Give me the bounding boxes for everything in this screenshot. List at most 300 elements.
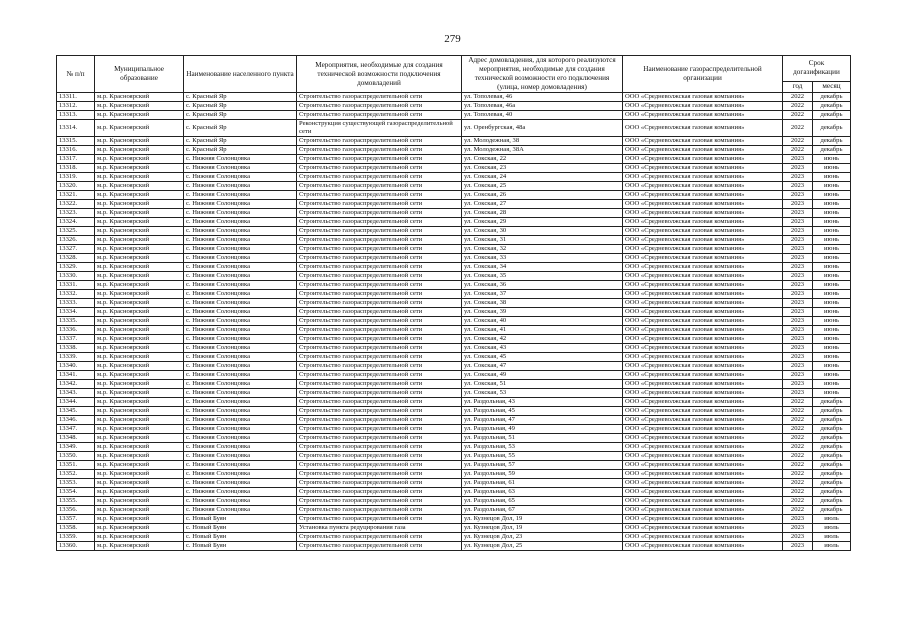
cell-organization: ООО «Средневолжская газовая компания»	[623, 479, 783, 488]
cell-year: 2023	[783, 254, 813, 263]
cell-address: ул. Сокская, 29	[462, 218, 623, 227]
cell-num: 13350.	[57, 452, 95, 461]
table-row	[57, 290, 851, 299]
table-row	[57, 407, 851, 416]
cell-month: июнь	[813, 218, 851, 227]
table-row	[57, 515, 851, 524]
cell-year: 2023	[783, 209, 813, 218]
header-num: № п/п	[57, 56, 95, 93]
page-number: 279	[444, 33, 461, 45]
cell-municipality: м.р. Красноярский	[95, 272, 184, 281]
cell-year: 2022	[783, 146, 813, 155]
cell-municipality: м.р. Красноярский	[95, 236, 184, 245]
cell-municipality: м.р. Красноярский	[95, 182, 184, 191]
cell-activity: Строительство газораспределительной сети	[297, 443, 462, 452]
cell-num: 13326.	[57, 236, 95, 245]
cell-organization: ООО «Средневолжская газовая компания»	[623, 137, 783, 146]
cell-organization: ООО «Средневолжская газовая компания»	[623, 111, 783, 120]
cell-organization: ООО «Средневолжская газовая компания»	[623, 380, 783, 389]
cell-address: ул. Сокская, 49	[462, 371, 623, 380]
cell-activity: Строительство газораспределительной сети	[297, 236, 462, 245]
cell-locality: с. Новый Буян	[184, 515, 297, 524]
cell-address: ул. Раздольная, 67	[462, 506, 623, 515]
table-header	[57, 56, 851, 93]
gasification-table	[56, 55, 851, 551]
cell-organization: ООО «Средневолжская газовая компания»	[623, 272, 783, 281]
cell-year: 2023	[783, 542, 813, 551]
cell-activity: Строительство газораспределительной сети	[297, 515, 462, 524]
cell-year: 2023	[783, 362, 813, 371]
cell-num: 13320.	[57, 182, 95, 191]
cell-municipality: м.р. Красноярский	[95, 299, 184, 308]
cell-organization: ООО «Средневолжская газовая компания»	[623, 155, 783, 164]
cell-activity: Строительство газораспределительной сети	[297, 173, 462, 182]
cell-municipality: м.р. Красноярский	[95, 102, 184, 111]
table-body	[57, 93, 851, 551]
cell-address: ул. Сокская, 25	[462, 182, 623, 191]
cell-address: ул. Раздольная, 57	[462, 461, 623, 470]
cell-address: ул. Сокская, 26	[462, 191, 623, 200]
cell-num: 13359.	[57, 533, 95, 542]
cell-address: ул. Сокская, 51	[462, 380, 623, 389]
cell-organization: ООО «Средневолжская газовая компания»	[623, 299, 783, 308]
cell-num: 13346.	[57, 416, 95, 425]
cell-year: 2023	[783, 200, 813, 209]
cell-municipality: м.р. Красноярский	[95, 524, 184, 533]
cell-num: 13321.	[57, 191, 95, 200]
cell-organization: ООО «Средневолжская газовая компания»	[623, 470, 783, 479]
cell-year: 2023	[783, 524, 813, 533]
cell-month: декабрь	[813, 146, 851, 155]
cell-year: 2023	[783, 245, 813, 254]
cell-activity: Строительство газораспределительной сети	[297, 102, 462, 111]
cell-num: 13325.	[57, 227, 95, 236]
cell-address: ул. Молодежная, 38А	[462, 146, 623, 155]
cell-municipality: м.р. Красноярский	[95, 120, 184, 137]
table-row	[57, 272, 851, 281]
header-organization: Наименование газораспределительной организации	[623, 56, 783, 93]
cell-address: ул. Раздольная, 65	[462, 497, 623, 506]
cell-municipality: м.р. Красноярский	[95, 137, 184, 146]
cell-month: июнь	[813, 317, 851, 326]
table-row	[57, 542, 851, 551]
cell-year: 2023	[783, 371, 813, 380]
cell-locality: с. Красный Яр	[184, 102, 297, 111]
cell-locality: с. Нижняя Солонцовка	[184, 236, 297, 245]
cell-year: 2023	[783, 515, 813, 524]
cell-locality: с. Красный Яр	[184, 146, 297, 155]
table-row	[57, 389, 851, 398]
cell-address: ул. Сокская, 47	[462, 362, 623, 371]
cell-locality: с. Нижняя Солонцовка	[184, 191, 297, 200]
table-row	[57, 452, 851, 461]
cell-month: июнь	[813, 173, 851, 182]
cell-year: 2023	[783, 353, 813, 362]
table-row	[57, 416, 851, 425]
table-row	[57, 461, 851, 470]
table-row	[57, 434, 851, 443]
cell-num: 13342.	[57, 380, 95, 389]
cell-municipality: м.р. Красноярский	[95, 542, 184, 551]
cell-locality: с. Нижняя Солонцовка	[184, 218, 297, 227]
table-row	[57, 209, 851, 218]
cell-organization: ООО «Средневолжская газовая компания»	[623, 164, 783, 173]
cell-locality: с. Нижняя Солонцовка	[184, 227, 297, 236]
cell-locality: с. Нижняя Солонцовка	[184, 416, 297, 425]
cell-num: 13360.	[57, 542, 95, 551]
cell-month: декабрь	[813, 137, 851, 146]
table-row	[57, 173, 851, 182]
cell-municipality: м.р. Красноярский	[95, 146, 184, 155]
cell-activity: Строительство газораспределительной сети	[297, 326, 462, 335]
cell-year: 2022	[783, 407, 813, 416]
cell-month: июнь	[813, 281, 851, 290]
cell-address: ул. Сокская, 27	[462, 200, 623, 209]
cell-municipality: м.р. Красноярский	[95, 317, 184, 326]
cell-activity: Строительство газораспределительной сети	[297, 353, 462, 362]
cell-locality: с. Нижняя Солонцовка	[184, 209, 297, 218]
cell-locality: с. Нижняя Солонцовка	[184, 254, 297, 263]
cell-num: 13313.	[57, 111, 95, 120]
cell-municipality: м.р. Красноярский	[95, 506, 184, 515]
cell-locality: с. Нижняя Солонцовка	[184, 362, 297, 371]
cell-municipality: м.р. Красноярский	[95, 335, 184, 344]
cell-locality: с. Нижняя Солонцовка	[184, 281, 297, 290]
cell-activity: Строительство газораспределительной сети	[297, 488, 462, 497]
cell-municipality: м.р. Красноярский	[95, 515, 184, 524]
cell-locality: с. Нижняя Солонцовка	[184, 443, 297, 452]
cell-municipality: м.р. Красноярский	[95, 443, 184, 452]
cell-num: 13343.	[57, 389, 95, 398]
cell-year: 2023	[783, 227, 813, 236]
cell-activity: Строительство газораспределительной сети	[297, 425, 462, 434]
cell-year: 2023	[783, 380, 813, 389]
cell-num: 13348.	[57, 434, 95, 443]
cell-year: 2022	[783, 488, 813, 497]
cell-organization: ООО «Средневолжская газовая компания»	[623, 389, 783, 398]
cell-year: 2023	[783, 218, 813, 227]
cell-organization: ООО «Средневолжская газовая компания»	[623, 398, 783, 407]
cell-activity: Строительство газораспределительной сети	[297, 362, 462, 371]
table-row	[57, 120, 851, 137]
cell-month: декабрь	[813, 470, 851, 479]
cell-locality: с. Нижняя Солонцовка	[184, 506, 297, 515]
cell-activity: Строительство газораспределительной сети	[297, 254, 462, 263]
table-row	[57, 218, 851, 227]
cell-activity: Строительство газораспределительной сети	[297, 452, 462, 461]
cell-month: декабрь	[813, 452, 851, 461]
cell-organization: ООО «Средневолжская газовая компания»	[623, 245, 783, 254]
cell-locality: с. Нижняя Солонцовка	[184, 479, 297, 488]
header-year: год	[783, 81, 813, 92]
cell-municipality: м.р. Красноярский	[95, 308, 184, 317]
cell-num: 13329.	[57, 263, 95, 272]
cell-month: июнь	[813, 326, 851, 335]
cell-activity: Строительство газораспределительной сети	[297, 344, 462, 353]
cell-year: 2022	[783, 93, 813, 102]
table-row	[57, 200, 851, 209]
cell-num: 13312.	[57, 102, 95, 111]
cell-organization: ООО «Средневолжская газовая компания»	[623, 290, 783, 299]
cell-year: 2023	[783, 281, 813, 290]
cell-num: 13315.	[57, 137, 95, 146]
cell-address: ул. Сокская, 24	[462, 173, 623, 182]
cell-locality: с. Нижняя Солонцовка	[184, 407, 297, 416]
cell-address: ул. Молодежная, 38	[462, 137, 623, 146]
cell-address: ул. Сокская, 42	[462, 335, 623, 344]
cell-year: 2022	[783, 102, 813, 111]
cell-locality: с. Красный Яр	[184, 120, 297, 137]
cell-month: июнь	[813, 200, 851, 209]
cell-activity: Строительство газораспределительной сети	[297, 506, 462, 515]
cell-year: 2022	[783, 479, 813, 488]
cell-organization: ООО «Средневолжская газовая компания»	[623, 416, 783, 425]
table-row	[57, 425, 851, 434]
cell-month: декабрь	[813, 102, 851, 111]
cell-num: 13317.	[57, 155, 95, 164]
cell-organization: ООО «Средневолжская газовая компания»	[623, 443, 783, 452]
cell-activity: Строительство газораспределительной сети	[297, 263, 462, 272]
cell-month: июнь	[813, 299, 851, 308]
cell-year: 2022	[783, 506, 813, 515]
cell-municipality: м.р. Красноярский	[95, 425, 184, 434]
cell-year: 2023	[783, 533, 813, 542]
cell-organization: ООО «Средневолжская газовая компания»	[623, 317, 783, 326]
cell-month: июль	[813, 533, 851, 542]
cell-activity: Строительство газораспределительной сети	[297, 155, 462, 164]
cell-year: 2022	[783, 398, 813, 407]
cell-municipality: м.р. Красноярский	[95, 470, 184, 479]
cell-activity: Строительство газораспределительной сети	[297, 146, 462, 155]
cell-address: ул. Раздольная, 59	[462, 470, 623, 479]
cell-activity: Строительство газораспределительной сети	[297, 416, 462, 425]
cell-address: ул. Оренбургская, 48а	[462, 120, 623, 137]
cell-num: 13351.	[57, 461, 95, 470]
cell-address: ул. Сокская, 39	[462, 308, 623, 317]
table-row	[57, 380, 851, 389]
cell-municipality: м.р. Красноярский	[95, 371, 184, 380]
cell-month: июль	[813, 524, 851, 533]
cell-organization: ООО «Средневолжская газовая компания»	[623, 542, 783, 551]
cell-address: ул. Сокская, 37	[462, 290, 623, 299]
cell-num: 13322.	[57, 200, 95, 209]
cell-num: 13340.	[57, 362, 95, 371]
cell-year: 2023	[783, 308, 813, 317]
cell-year: 2023	[783, 290, 813, 299]
cell-activity: Строительство газораспределительной сети	[297, 542, 462, 551]
cell-locality: с. Новый Буян	[184, 533, 297, 542]
cell-num: 13331.	[57, 281, 95, 290]
cell-activity: Строительство газораспределительной сети	[297, 200, 462, 209]
cell-year: 2023	[783, 182, 813, 191]
cell-municipality: м.р. Красноярский	[95, 111, 184, 120]
cell-num: 13337.	[57, 335, 95, 344]
cell-municipality: м.р. Красноярский	[95, 93, 184, 102]
cell-month: декабрь	[813, 120, 851, 137]
cell-year: 2022	[783, 120, 813, 137]
cell-activity: Строительство газораспределительной сети	[297, 218, 462, 227]
cell-organization: ООО «Средневолжская газовая компания»	[623, 281, 783, 290]
cell-address: ул. Сокская, 32	[462, 245, 623, 254]
cell-municipality: м.р. Красноярский	[95, 173, 184, 182]
cell-locality: с. Новый Буян	[184, 524, 297, 533]
cell-organization: ООО «Средневолжская газовая компания»	[623, 200, 783, 209]
cell-locality: с. Нижняя Солонцовка	[184, 200, 297, 209]
cell-num: 13330.	[57, 272, 95, 281]
cell-num: 13354.	[57, 488, 95, 497]
table-row	[57, 470, 851, 479]
cell-address: ул. Сокская, 28	[462, 209, 623, 218]
cell-locality: с. Нижняя Солонцовка	[184, 299, 297, 308]
cell-address: ул. Раздольная, 43	[462, 398, 623, 407]
cell-activity: Строительство газораспределительной сети	[297, 497, 462, 506]
cell-month: июнь	[813, 290, 851, 299]
cell-organization: ООО «Средневолжская газовая компания»	[623, 461, 783, 470]
cell-address: ул. Сокская, 30	[462, 227, 623, 236]
cell-num: 13358.	[57, 524, 95, 533]
cell-organization: ООО «Средневолжская газовая компания»	[623, 93, 783, 102]
cell-num: 13341.	[57, 371, 95, 380]
cell-year: 2022	[783, 137, 813, 146]
cell-num: 13336.	[57, 326, 95, 335]
cell-month: июнь	[813, 263, 851, 272]
cell-num: 13332.	[57, 290, 95, 299]
cell-num: 13347.	[57, 425, 95, 434]
cell-municipality: м.р. Красноярский	[95, 200, 184, 209]
cell-locality: с. Нижняя Солонцовка	[184, 317, 297, 326]
cell-address: ул. Тополевая, 46	[462, 93, 623, 102]
table-row	[57, 93, 851, 102]
cell-activity: Строительство газораспределительной сети	[297, 137, 462, 146]
table-row	[57, 263, 851, 272]
cell-municipality: м.р. Красноярский	[95, 218, 184, 227]
cell-locality: с. Нижняя Солонцовка	[184, 344, 297, 353]
cell-organization: ООО «Средневолжская газовая компания»	[623, 191, 783, 200]
cell-address: ул. Сокская, 34	[462, 263, 623, 272]
cell-municipality: м.р. Красноярский	[95, 191, 184, 200]
cell-organization: ООО «Средневолжская газовая компания»	[623, 326, 783, 335]
cell-activity: Строительство газораспределительной сети	[297, 389, 462, 398]
cell-year: 2023	[783, 317, 813, 326]
cell-organization: ООО «Средневолжская газовая компания»	[623, 407, 783, 416]
cell-organization: ООО «Средневолжская газовая компания»	[623, 425, 783, 434]
table-row	[57, 227, 851, 236]
cell-address: ул. Раздольная, 45	[462, 407, 623, 416]
cell-municipality: м.р. Красноярский	[95, 479, 184, 488]
cell-organization: ООО «Средневолжская газовая компания»	[623, 254, 783, 263]
cell-locality: с. Нижняя Солонцовка	[184, 308, 297, 317]
cell-num: 13327.	[57, 245, 95, 254]
cell-month: декабрь	[813, 416, 851, 425]
cell-month: декабрь	[813, 434, 851, 443]
cell-municipality: м.р. Красноярский	[95, 434, 184, 443]
header-activity: Мероприятия, необходимые для создания технической возможности подключения домовладений	[297, 56, 462, 93]
cell-locality: с. Нижняя Солонцовка	[184, 335, 297, 344]
cell-month: июнь	[813, 209, 851, 218]
cell-municipality: м.р. Красноярский	[95, 227, 184, 236]
cell-address: ул. Раздольная, 63	[462, 488, 623, 497]
table-row	[57, 299, 851, 308]
cell-month: июнь	[813, 272, 851, 281]
cell-municipality: м.р. Красноярский	[95, 398, 184, 407]
cell-organization: ООО «Средневолжская газовая компания»	[623, 335, 783, 344]
table-row	[57, 317, 851, 326]
cell-num: 13352.	[57, 470, 95, 479]
cell-organization: ООО «Средневолжская газовая компания»	[623, 182, 783, 191]
cell-month: июнь	[813, 227, 851, 236]
table-row	[57, 344, 851, 353]
cell-month: декабрь	[813, 461, 851, 470]
cell-address: ул. Тополевая, 40	[462, 111, 623, 120]
cell-locality: с. Нижняя Солонцовка	[184, 389, 297, 398]
cell-locality: с. Нижняя Солонцовка	[184, 452, 297, 461]
cell-year: 2022	[783, 452, 813, 461]
cell-municipality: м.р. Красноярский	[95, 389, 184, 398]
header-address: Адрес домовладения, для которого реализуются мероприятия, необходимые для создания технической возможности его подключения (улица, номер домовладения)	[462, 56, 623, 93]
cell-num: 13334.	[57, 308, 95, 317]
cell-num: 13314.	[57, 120, 95, 137]
cell-num: 13324.	[57, 218, 95, 227]
cell-month: июнь	[813, 155, 851, 164]
cell-num: 13355.	[57, 497, 95, 506]
cell-organization: ООО «Средневолжская газовая компания»	[623, 344, 783, 353]
cell-year: 2022	[783, 425, 813, 434]
cell-month: июнь	[813, 236, 851, 245]
cell-municipality: м.р. Красноярский	[95, 461, 184, 470]
table-row	[57, 111, 851, 120]
cell-num: 13333.	[57, 299, 95, 308]
cell-activity: Реконструкция существующей газораспределительной сети	[297, 120, 462, 137]
cell-address: ул. Сокская, 31	[462, 236, 623, 245]
cell-month: декабрь	[813, 398, 851, 407]
cell-num: 13338.	[57, 344, 95, 353]
cell-locality: с. Красный Яр	[184, 137, 297, 146]
cell-address: ул. Кузнецов Дол, 19	[462, 515, 623, 524]
cell-year: 2023	[783, 236, 813, 245]
cell-municipality: м.р. Красноярский	[95, 155, 184, 164]
cell-locality: с. Новый Буян	[184, 542, 297, 551]
cell-activity: Строительство газораспределительной сети	[297, 371, 462, 380]
cell-municipality: м.р. Красноярский	[95, 416, 184, 425]
cell-organization: ООО «Средневолжская газовая компания»	[623, 515, 783, 524]
cell-address: ул. Раздольная, 53	[462, 443, 623, 452]
cell-organization: ООО «Средневолжская газовая компания»	[623, 452, 783, 461]
cell-year: 2022	[783, 461, 813, 470]
cell-activity: Строительство газораспределительной сети	[297, 182, 462, 191]
cell-organization: ООО «Средневолжская газовая компания»	[623, 236, 783, 245]
cell-address: ул. Сокская, 45	[462, 353, 623, 362]
cell-locality: с. Нижняя Солонцовка	[184, 155, 297, 164]
cell-address: ул. Сокская, 33	[462, 254, 623, 263]
cell-organization: ООО «Средневолжская газовая компания»	[623, 102, 783, 111]
cell-address: ул. Сокская, 35	[462, 272, 623, 281]
cell-address: ул. Сокская, 40	[462, 317, 623, 326]
cell-activity: Строительство газораспределительной сети	[297, 290, 462, 299]
cell-activity: Строительство газораспределительной сети	[297, 398, 462, 407]
table-row	[57, 191, 851, 200]
header-deadline: Срок догазификации	[783, 56, 851, 82]
cell-organization: ООО «Средневолжская газовая компания»	[623, 533, 783, 542]
cell-organization: ООО «Средневолжская газовая компания»	[623, 173, 783, 182]
table-row	[57, 398, 851, 407]
cell-month: декабрь	[813, 111, 851, 120]
cell-locality: с. Нижняя Солонцовка	[184, 263, 297, 272]
cell-locality: с. Нижняя Солонцовка	[184, 326, 297, 335]
cell-month: июль	[813, 542, 851, 551]
cell-locality: с. Нижняя Солонцовка	[184, 488, 297, 497]
cell-organization: ООО «Средневолжская газовая компания»	[623, 146, 783, 155]
table-row	[57, 533, 851, 542]
